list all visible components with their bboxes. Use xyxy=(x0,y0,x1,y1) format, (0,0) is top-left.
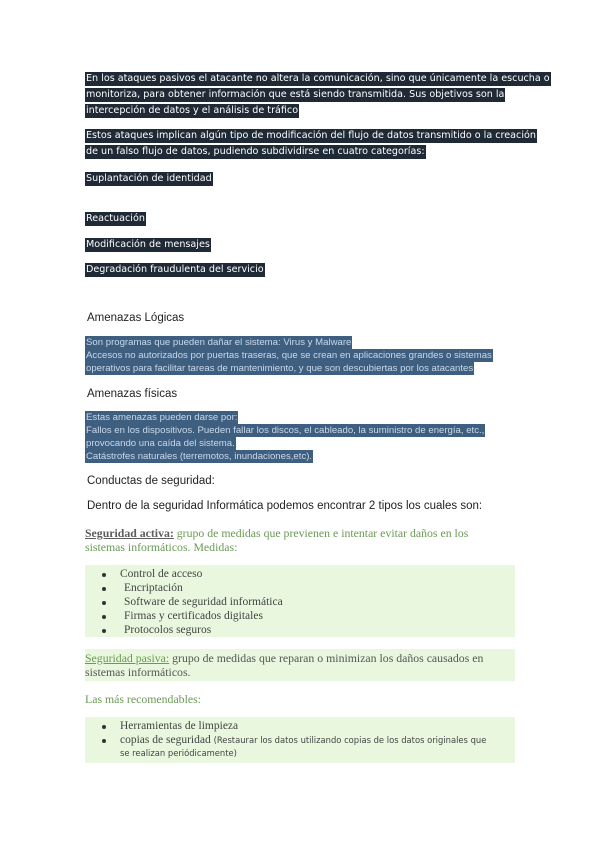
active-security-line-2: sistemas informáticos. Medidas: xyxy=(85,540,238,554)
active-attacks-line-2: de un falso flujo de datos, pudiendo subdividirse en cuatro categorías: xyxy=(86,146,425,157)
bullet-icon xyxy=(102,725,106,729)
physical-threats-line-4: Catástrofes naturales (terremotos, inundaciones,etc). xyxy=(86,451,313,462)
active-security-line-1: Seguridad activa: grupo de medidas que previenen e intentar evitar daños en los xyxy=(85,526,469,540)
physical-threats-line-1: Estas amenazas pueden darse por: xyxy=(86,412,238,423)
active-attacks-line-1: Estos ataques implican algún tipo de modificación del flujo de datos transmitido o la creación xyxy=(86,130,536,141)
active-security-paragraph xyxy=(85,526,525,554)
physical-threats-line-2: Fallos en los dispositivos. Pueden fallar los discos, el cableado, la suministro de energía, etc., xyxy=(86,425,485,436)
passive-security-line-1: Seguridad pasiva: grupo de medidas que reparan o minimizan los daños causados en xyxy=(85,651,484,665)
passive-security-term: Seguridad pasiva: xyxy=(85,651,170,665)
passive-security-line-2: sistemas informáticos. xyxy=(85,665,191,679)
bullet-icon xyxy=(102,601,106,605)
category-message-modification: Modificación de mensajes xyxy=(86,239,210,250)
logical-threats-line-1: Son programas que pueden dañar el sistema: Virus y Malware xyxy=(86,337,352,348)
category-impersonation: Suplantación de identidad xyxy=(86,173,212,184)
security-conducts-intro: Dentro de la seguridad Informática podemos encontrar 2 tipos los cuales son: xyxy=(87,500,483,512)
logical-threats-line-3: operativos para facilitar tareas de mantenimiento, y que son descubiertas por los atacantes xyxy=(86,363,474,374)
logical-threats-heading: Amenazas Lógicas xyxy=(87,312,185,324)
bullet-icon xyxy=(102,587,106,591)
passive-attacks-line-1: En los ataques pasivos el atacante no altera la comunicación, sino que únicamente la escucha o xyxy=(86,73,550,84)
passive-security-paragraph xyxy=(85,651,525,679)
physical-threats-heading: Amenazas físicas xyxy=(87,388,178,400)
active-security-term: Seguridad activa: xyxy=(85,526,174,540)
category-service-degradation: Degradación fraudulenta del servicio xyxy=(86,264,264,275)
bullet-icon xyxy=(102,615,106,619)
bullet-icon xyxy=(102,629,106,633)
bullet-icon xyxy=(102,739,106,743)
bullet-icon xyxy=(102,573,106,577)
security-conducts-heading: Conductas de seguridad: xyxy=(87,475,215,487)
passive-attacks-line-2: monitoriza, para obtener información que está siendo transmitida. Sus objetivos son la xyxy=(86,89,505,100)
logical-threats-line-2: Accesos no autorizados por puertas traseras, que se crean en aplicaciones grandes o sistemas xyxy=(86,350,492,361)
recommended-label: Las más recomendables: xyxy=(85,692,201,706)
passive-attacks-line-3: intercepción de datos y el análisis de tráfico xyxy=(86,105,299,116)
document-page: En los ataques pasivos el atacante no altera la comunicación, sino que únicamente la escucha o monitoriza, para obtener información que está siendo transmitida. Sus objetivos son la intercepción de datos y el análisis de tráfico Estos ataques implican algún tipo de modificación del flujo de datos transmitido o la creación de un falso flujo de datos, pudiendo subdividirse en cuatro categorías: Suplantación de identidad Reactuación Modificación de mensajes Degradación fraudulenta del servicio Amenazas Lógicas Son programas que pueden dañar el sistema: Virus y Malware Accesos no autorizados por puertas traseras, que se crean en aplicaciones grandes o sistemas operativos para facilitar tareas de mantenimiento, y que son descubiertas por los atacantes Amenazas físicas Estas amenazas pueden darse por: Fallos en los dispositivos. Pueden fallar los discos, el cableado, la suministro de energía, etc., provocando una caída del sistema. Catástrofes naturales (terremotos, inundaciones,etc). Conductas de seguridad: Dentro de la seguridad Informática podemos encontrar 2 tipos los cuales son: Seguridad activa: grupo de medidas que previenen e intentar evitar daños en los sistemas informáticos. Medidas: Control de acceso Encriptación Software de seguridad informática Firmas y certificados digitales Protocolos seguros Seguridad pasiva: grupo de medidas que reparan o minimizan los daños causados en sistemas informáticos. Las más recomendables: Herramientas de limpieza copias de seguridad (Restaurar los datos utilizando copias de los datos originales que se realizan periódicamente) xyxy=(0,0,599,848)
category-replay: Reactuación xyxy=(86,213,145,224)
physical-threats-line-3: provocando una caída del sistema. xyxy=(86,438,235,449)
